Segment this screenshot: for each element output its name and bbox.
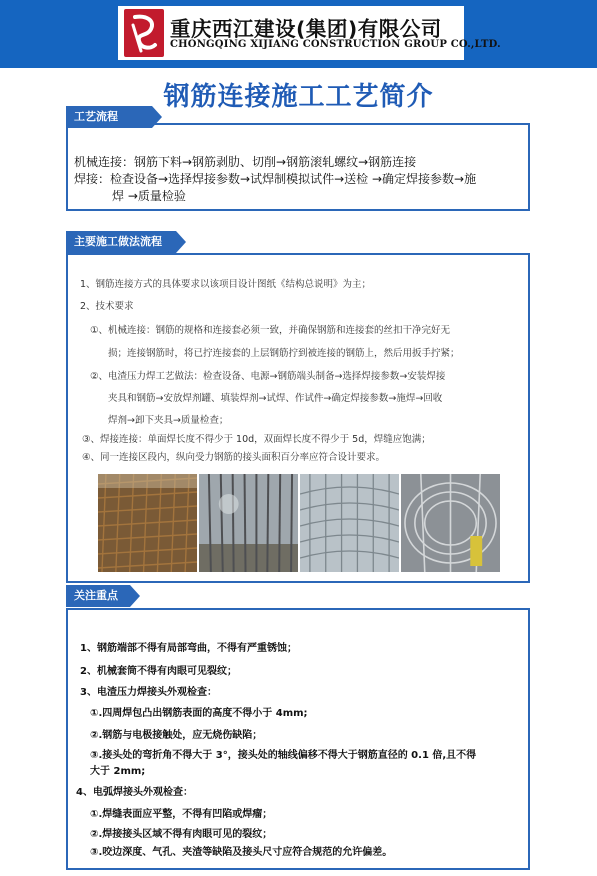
construction-method-tag: 主要施工做法流程: [66, 231, 176, 253]
key-points-tag: 关注重点: [66, 585, 130, 607]
key-point-line: ①.四周焊包凸出钢筋表面的高度不得小于 4mm;: [90, 708, 308, 719]
flow-line: 焊 →质量检验: [112, 189, 186, 203]
key-point-line: 大于 2mm;: [90, 766, 146, 777]
company-name-en: CHONGQING XIJIANG CONSTRUCTION GROUP CO.,LTD.: [170, 39, 501, 50]
rebar-grid-photo: [98, 474, 197, 572]
logo-emblem-icon: [124, 9, 164, 57]
key-point-line: ③.接头处的弯折角不得大于 3°，接头处的轴线偏移不得大于钢筋直径的 0.1 倍,且不得: [90, 750, 477, 761]
key-point-line: ①.焊缝表面应平整，不得有凹陷或焊瘤；: [90, 809, 273, 820]
method-line: 损；连接钢筋时，将已拧连接套的上层钢筋拧到被连接的钢筋上，然后用扳手拧紧；: [108, 348, 460, 359]
flow-line: 机械连接：钢筋下料→钢筋剥肋、切削→钢筋滚轧螺纹→钢筋连接: [74, 155, 417, 169]
key-point-line: 3、电渣压力焊接头外观检查：: [80, 687, 217, 698]
key-point-line: ②.钢筋与电极接触处，应无烧伤缺陷；: [90, 730, 263, 741]
key-point-line: 2、机械套筒不得有肉眼可见裂纹；: [80, 666, 237, 677]
header-banner: [0, 0, 597, 68]
method-line: 1、钢筋连接方式的具体要求以该项目设计图纸《结构总说明》为主；: [80, 279, 372, 290]
method-line: ④、同一连接区段内，纵向受力钢筋的接头面积百分率应符合设计要求。: [82, 452, 386, 463]
key-point-line: 4、电弧焊接头外观检查：: [76, 787, 193, 798]
page-title: 钢筋连接施工工艺简介: [163, 82, 434, 112]
method-line: ②、电渣压力焊工艺做法：检查设备、电源→钢筋端头制备→选择焊接参数→安装焊接: [90, 371, 446, 382]
rebar-photo-strip: [98, 474, 500, 572]
rebar-cage-closeup-photo: [401, 474, 500, 572]
key-point-line: ②.焊接接头区域不得有肉眼可见的裂纹；: [90, 829, 273, 840]
process-flow-tag: 工艺流程: [66, 106, 152, 128]
flow-line: 焊接：检查设备→选择焊接参数→试焊制模拟试件→送检 →确定焊接参数→施: [74, 172, 477, 186]
company-name-cn: 重庆西江建设(集团)有限公司: [170, 17, 442, 41]
method-line: ③、焊接连接：单面焊长度不得少于 10d，双面焊长度不得少于 5d，焊缝应饱满；: [82, 434, 431, 445]
key-point-line: ③.咬边深度、气孔、夹渣等缺陷及接头尺寸应符合规范的允许偏差。: [90, 847, 393, 858]
rebar-columns-photo: [199, 474, 298, 572]
method-line: ①、机械连接：钢筋的规格和连接套必须一致，并确保钢筋和连接套的丝扣干净完好无: [90, 325, 451, 336]
method-line: 焊剂→卸下夹具→质量检查；: [108, 415, 229, 426]
method-line: 夹具和钢筋→安放焊剂罐、填装焊剂→试焊、作试件→确定焊接参数→施焊→回收: [108, 393, 443, 404]
key-point-line: 1、钢筋端部不得有局部弯曲，不得有严重锈蚀；: [80, 643, 297, 654]
method-line: 2、技术要求: [80, 301, 134, 312]
company-logo: [118, 6, 501, 60]
rebar-cage-photo: [300, 474, 399, 572]
